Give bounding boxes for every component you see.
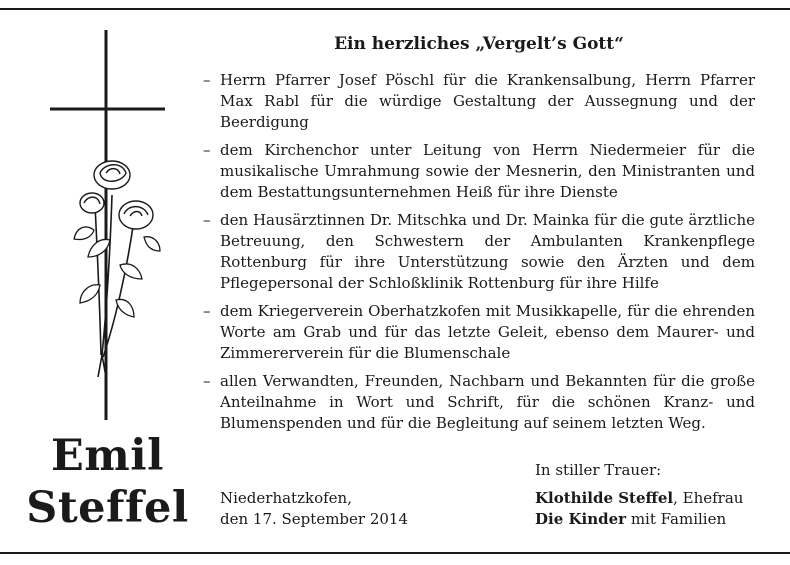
list-item: – allen Verwandten, Freunden, Nachbarn und Bekannten für die große Anteilnahme in Wort und Schrift, für die schönen Kranz- und Blumenspenden und für die Begleitung auf seinem letzten Weg. xyxy=(203,372,755,432)
mourning-label: In stiller Trauer: xyxy=(535,461,662,479)
place: Niederhatzkofen, xyxy=(220,489,352,507)
place-and-date xyxy=(220,488,408,530)
thanks-list xyxy=(203,70,755,441)
signature-name: Die Kinder xyxy=(535,510,627,528)
cross-with-roses-icon xyxy=(40,25,190,420)
signature-name: Klothilde Steffel xyxy=(535,489,674,507)
mourners-block xyxy=(535,460,743,530)
list-item: – den Hausärztinnen Dr. Mitschka und Dr. Mainka für die gute ärztliche Betreuung, den Schwestern der Ambulanten Krankenpflege Rottenburg für ihre Unterstützung sowie den Ärzten und dem Pflegepersonal der Schloßklinik Rottenburg für ihre Hilfe xyxy=(203,211,755,292)
date: den 17. September 2014 xyxy=(220,510,409,528)
dash-bullet: – xyxy=(203,211,211,229)
thanks-heading: Ein herzliches „Vergelt’s Gott“ xyxy=(334,34,624,54)
top-rule xyxy=(0,8,790,10)
list-item: – dem Kirchenchor unter Leitung von Herrn Niedermeier für die musikalische Umrahmung sowie der Mesnerin, den Ministranten und dem Bestattungsunternehmen Heiß für ihre Dienste xyxy=(203,141,755,201)
first-name: Emil xyxy=(51,431,164,481)
list-item: – Herrn Pfarrer Josef Pöschl für die Krankensalbung, Herrn Pfarrer Max Rabl für die würdige Gestaltung der Aussegnung und der Beerdigung xyxy=(203,71,755,131)
signature-relation: , Ehefrau xyxy=(673,489,744,507)
bottom-rule xyxy=(0,552,790,554)
dash-bullet: – xyxy=(203,302,211,320)
signature-line xyxy=(535,509,743,530)
signature-line xyxy=(535,488,743,509)
signatures xyxy=(535,488,743,530)
dash-bullet: – xyxy=(203,71,211,89)
last-name: Steffel xyxy=(26,483,189,533)
dash-bullet: – xyxy=(203,141,211,159)
dash-bullet: – xyxy=(203,372,211,390)
list-item: – dem Kriegerverein Oberhatzkofen mit Musikkapelle, für die ehrenden Worte am Grab und für das letzte Geleit, ebenso dem Maurer- und Zimmererverein für die Blumenschale xyxy=(203,302,755,362)
signature-relation: mit Familien xyxy=(626,510,727,528)
deceased-name xyxy=(20,430,195,534)
